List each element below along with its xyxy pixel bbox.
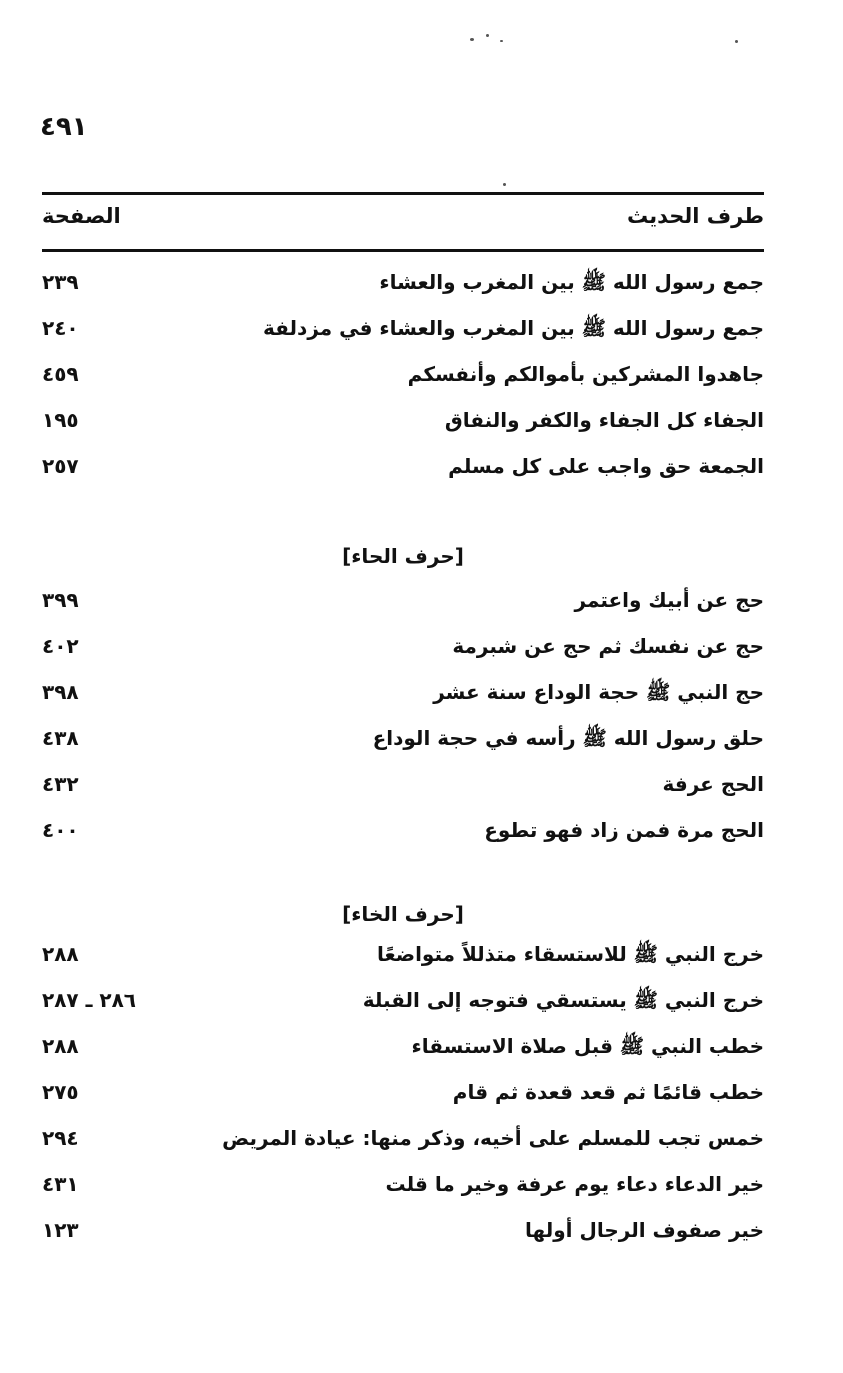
- entry-text: الحج مرة فمن زاد فهو تطوع: [484, 818, 764, 842]
- entry-text: الجمعة حق واجب على كل مسلم: [448, 454, 764, 478]
- entry-text: حج عن أبيك واعتمر: [574, 588, 764, 612]
- section-heading-khaa: [حرف الخاء]: [342, 902, 464, 926]
- index-entry: [42, 400, 764, 446]
- entry-page: ١٢٣: [42, 1218, 79, 1242]
- entry-text: جمع رسول الله ﷺ بين المغرب والعشاء في مزدلفة: [263, 316, 764, 340]
- index-entry: [42, 764, 764, 810]
- entry-page: ٣٩٩: [42, 588, 79, 612]
- entry-page: ٤٠٠: [42, 818, 79, 842]
- entry-text: حج عن نفسك ثم حج عن شبرمة: [452, 634, 764, 658]
- entry-page: ١٩٥: [42, 408, 79, 432]
- index-entry: [42, 1026, 764, 1072]
- column-header-page: الصفحة: [42, 204, 121, 228]
- index-entry: [42, 354, 764, 400]
- entry-page: ٢٨٦ ـ ٢٨٧: [42, 988, 137, 1012]
- entry-text: خير صفوف الرجال أولها: [525, 1218, 764, 1242]
- entry-page: ٣٩٨: [42, 680, 79, 704]
- entry-page: ٤٥٩: [42, 362, 79, 386]
- index-entry: [42, 672, 764, 718]
- index-entry: [42, 718, 764, 764]
- entry-page: ٤٠٢: [42, 634, 79, 658]
- entry-text: خطب النبي ﷺ قبل صلاة الاستسقاء: [411, 1034, 764, 1058]
- header-bottom-rule: [42, 249, 764, 252]
- entry-page: ٢٨٨: [42, 942, 79, 966]
- entry-page: ٢٣٩: [42, 270, 79, 294]
- entry-text: خرج النبي ﷺ يستسقي فتوجه إلى القبلة: [362, 988, 764, 1012]
- entry-text: جاهدوا المشركين بأموالكم وأنفسكم: [407, 362, 764, 386]
- scan-speck: [503, 183, 506, 186]
- index-entry: [42, 1118, 764, 1164]
- index-entry: [42, 308, 764, 354]
- entry-text: حج النبي ﷺ حجة الوداع سنة عشر: [433, 680, 764, 704]
- entry-text: الحج عرفة: [662, 772, 764, 796]
- entry-page: ٢٩٤: [42, 1126, 79, 1150]
- index-entry: [42, 1210, 764, 1256]
- index-entry: [42, 1164, 764, 1210]
- entry-text: الجفاء كل الجفاء والكفر والنفاق: [444, 408, 764, 432]
- index-entry: [42, 810, 764, 856]
- entry-page: ٢٨٨: [42, 1034, 79, 1058]
- entry-text: خرج النبي ﷺ للاستسقاء متذللاً متواضعًا: [376, 942, 764, 966]
- entry-page: ٤٣٢: [42, 772, 79, 796]
- index-entry: [42, 580, 764, 626]
- section-haa: [42, 580, 764, 856]
- scan-speck: [500, 40, 503, 42]
- index-entry: [42, 1072, 764, 1118]
- section-khaa: [42, 934, 764, 1256]
- entry-text: جمع رسول الله ﷺ بين المغرب والعشاء: [379, 270, 764, 294]
- index-entry: [42, 446, 764, 492]
- scan-speck: [486, 34, 489, 37]
- section-heading-haa: [حرف الحاء]: [342, 544, 464, 568]
- column-header-hadith: طرف الحديث: [626, 204, 764, 228]
- entry-page: ٢٥٧: [42, 454, 79, 478]
- entry-text: خطب قائمًا ثم قعد قعدة ثم قام: [452, 1080, 764, 1104]
- entry-text: خمس تجب للمسلم على أخيه، وذكر منها: عيادة المريض: [222, 1126, 764, 1150]
- index-entry: [42, 934, 764, 980]
- entry-page: ٤٣٨: [42, 726, 79, 750]
- entry-page: ٢٤٠: [42, 316, 79, 340]
- entry-text: حلق رسول الله ﷺ رأسه في حجة الوداع: [372, 726, 764, 750]
- index-entry: [42, 626, 764, 672]
- table-header: [42, 198, 764, 242]
- entry-text: خير الدعاء دعاء يوم عرفة وخير ما قلت: [385, 1172, 764, 1196]
- index-entry: [42, 980, 764, 1026]
- index-entry: [42, 262, 764, 308]
- entry-page: ٤٣١: [42, 1172, 79, 1196]
- entry-page: ٢٧٥: [42, 1080, 79, 1104]
- scan-speck: [735, 40, 738, 43]
- scan-speck: [470, 38, 474, 41]
- page-number: ٤٩١: [40, 112, 88, 142]
- header-top-rule: [42, 192, 764, 195]
- section-jim: [42, 262, 764, 492]
